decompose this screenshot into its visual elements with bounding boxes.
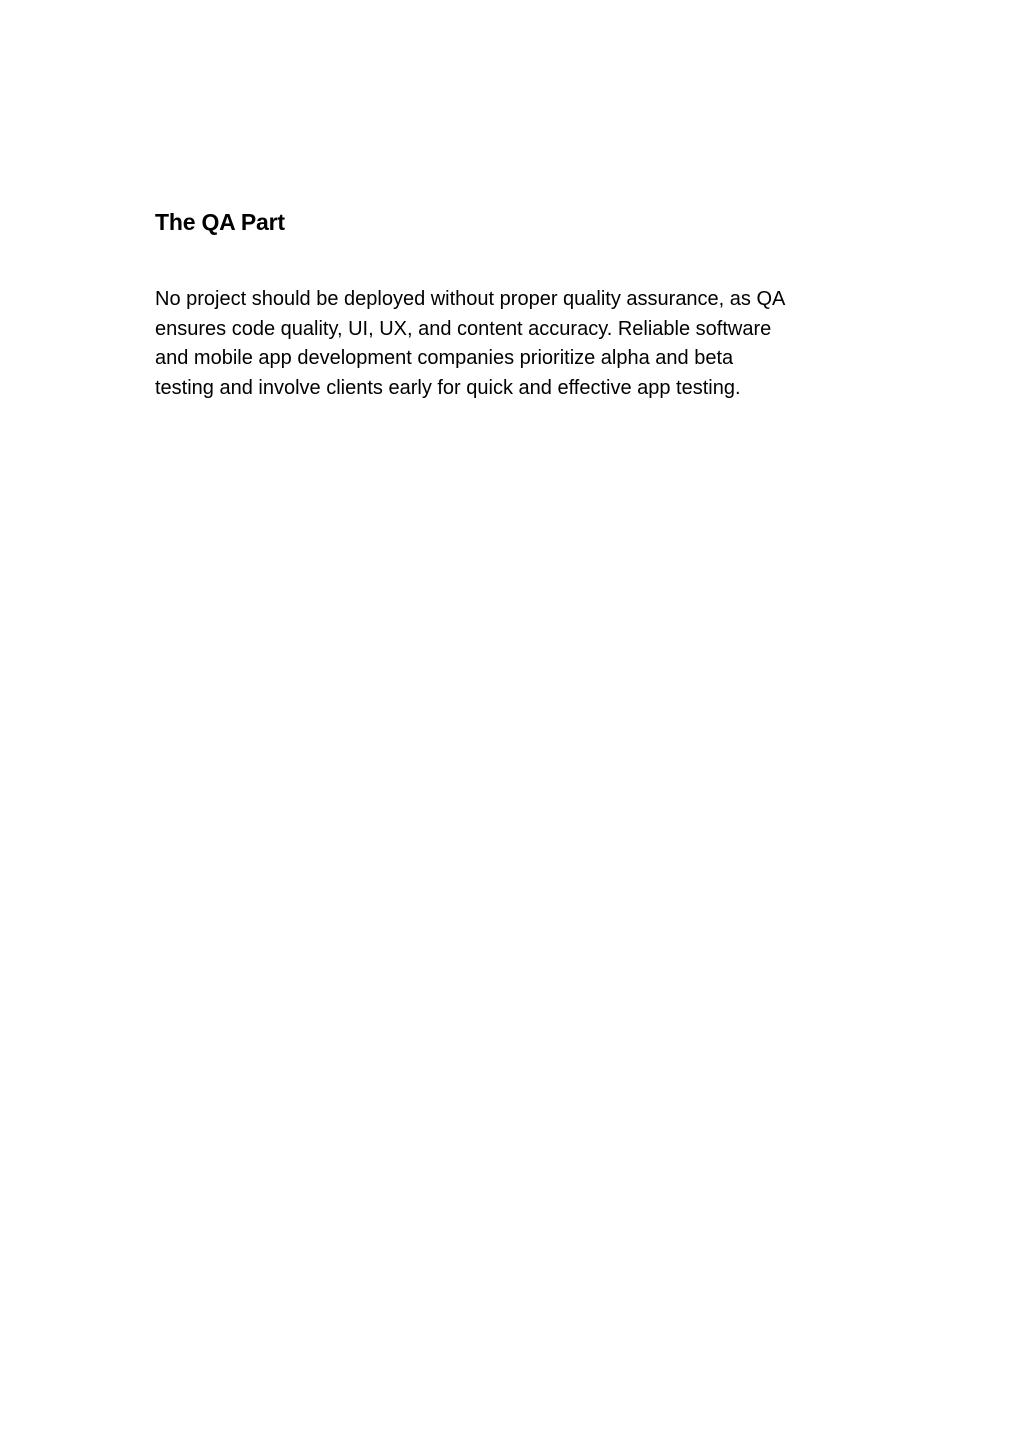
paragraph-line: No project should be deployed without proper quality assurance, as QA (155, 288, 786, 310)
section-heading: The QA Part (155, 209, 285, 235)
paragraph-line: and mobile app development companies prioritize alpha and beta (155, 347, 734, 369)
body-paragraph (155, 285, 875, 403)
paragraph-line: ensures code quality, UI, UX, and content accuracy. Reliable software (155, 317, 772, 340)
paragraph-line: testing and involve clients early for quick and effective app testing. (155, 376, 741, 399)
